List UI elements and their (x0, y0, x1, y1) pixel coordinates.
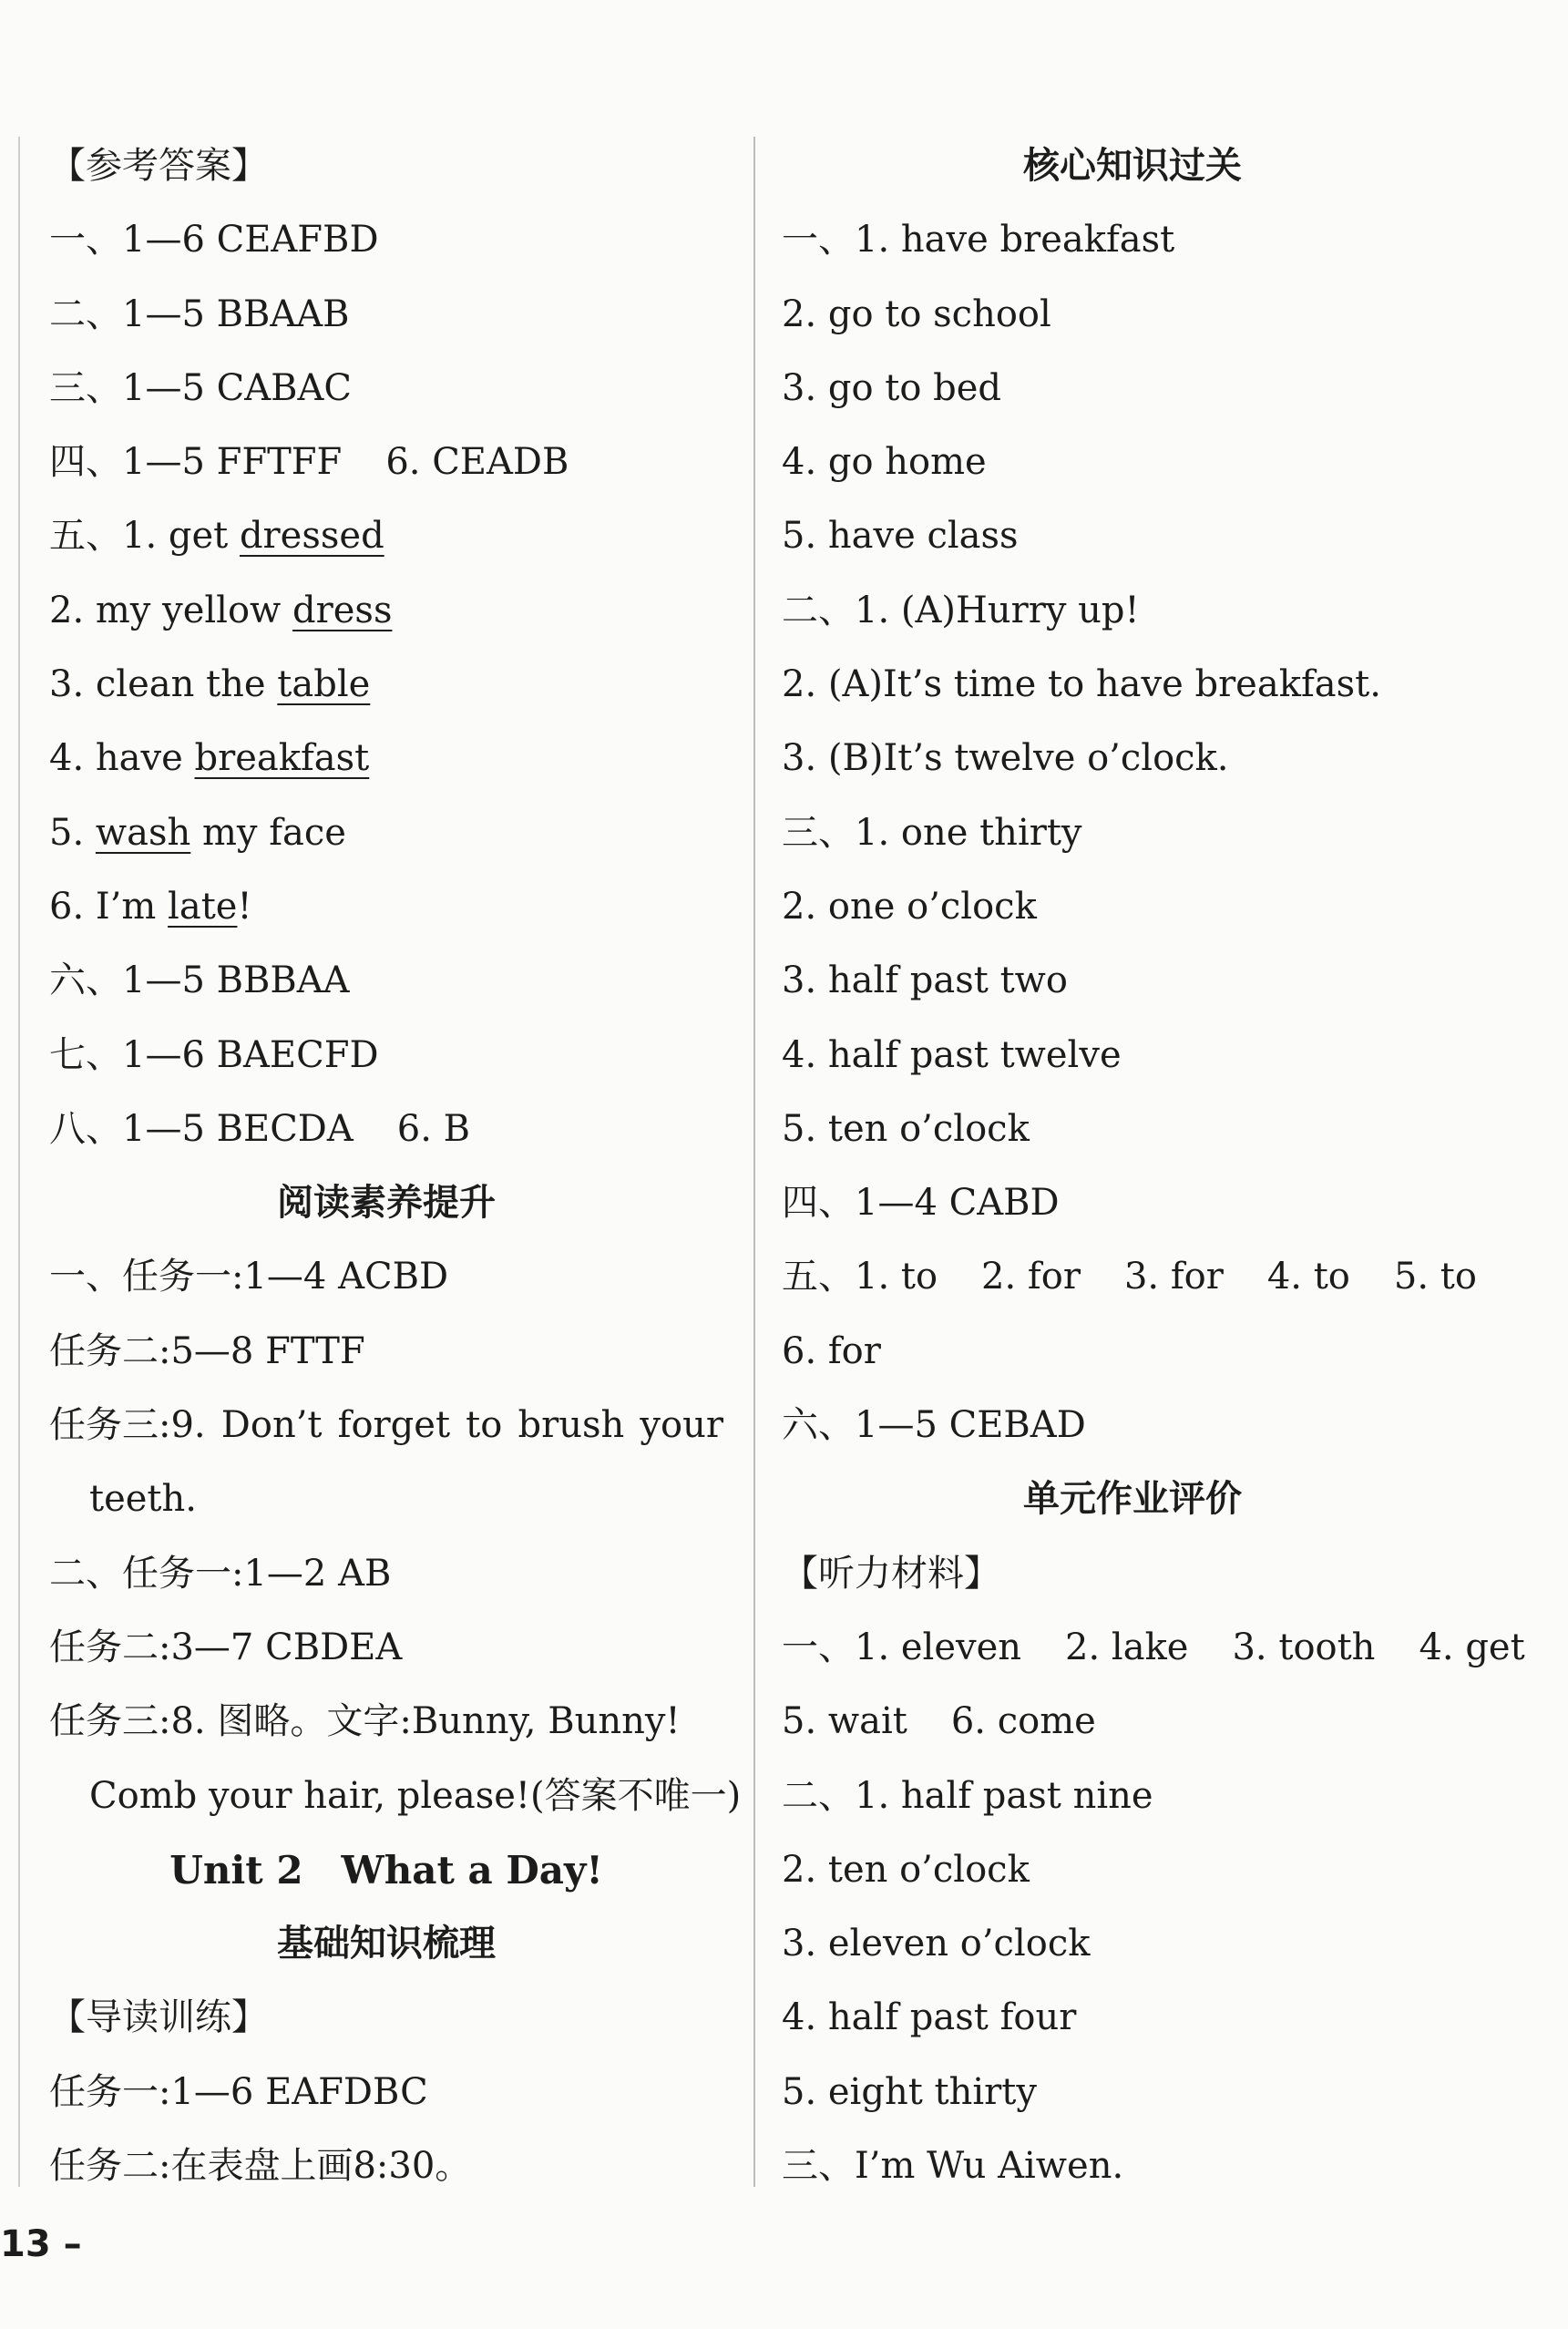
answer-line: 6. for (782, 1329, 881, 1372)
answer-line: 4. half past twelve (782, 1033, 1122, 1076)
answer-part: 4. to (1266, 1256, 1350, 1298)
answer-part: 3. clean the (49, 663, 278, 706)
answer-line: teeth. (89, 1478, 197, 1521)
word: 任务三:9. (49, 1404, 206, 1447)
answer-line: 任务一:1—6 EAFDBC (49, 2070, 428, 2113)
unit-title: Unit 2 What a Day! (169, 1847, 603, 1893)
answer-line (782, 1611, 1525, 1685)
answer-line: 3. go to bed (782, 366, 1002, 409)
answer-line (49, 870, 723, 944)
answer-line: 3. eleven o’clock (782, 1923, 1091, 1965)
answer-line: 二、1—5 BBAAB (49, 292, 350, 335)
underlined-word: late (168, 885, 238, 928)
answer-part: 2. for (981, 1256, 1081, 1298)
underlined-word: wash (95, 811, 191, 854)
answer-line: 2. one o’clock (782, 885, 1037, 928)
answer-part: ! (237, 885, 252, 928)
answer-line (49, 426, 723, 499)
answer-part: 4. get (1419, 1626, 1525, 1668)
underlined-word: breakfast (194, 737, 370, 780)
word: to (466, 1404, 503, 1447)
answer-line: 4. half past four (782, 1996, 1077, 2039)
page-number: 13 – (0, 2223, 82, 2265)
answer-line: 二、1. (A)Hurry up! (782, 589, 1140, 631)
section-heading-basics: 基础知识梳理 (277, 1923, 496, 1965)
answer-part: 2. my yellow (49, 589, 293, 631)
answer-line: 5. ten o’clock (782, 1107, 1030, 1150)
answer-line (49, 499, 723, 573)
answer-part: 2. lake (1065, 1626, 1189, 1668)
answer-part: 八、1—5 BECDA (49, 1107, 354, 1150)
answer-line: 二、任务一:1—2 AB (49, 1552, 392, 1595)
section-heading-reading: 阅读素养提升 (277, 1182, 496, 1225)
reference-answer-heading: 【参考答案】 (49, 145, 268, 187)
answer-line: 2. ten o’clock (782, 1848, 1030, 1891)
answer-line: 4. go home (782, 441, 987, 484)
answer-line: 三、1. one thirty (782, 811, 1082, 854)
answer-line: 二、1. half past nine (782, 1774, 1153, 1817)
left-column (49, 129, 742, 2203)
answer-part: 6. B (396, 1107, 471, 1150)
word: Don’t (220, 1404, 323, 1447)
listening-material-heading: 【听力材料】 (782, 1552, 1000, 1595)
answer-line: 七、1—6 BAECFD (49, 1033, 379, 1076)
answer-line: Comb your hair, please!(答案不唯一) (89, 1774, 742, 1817)
answer-line: 一、1. have breakfast (782, 219, 1175, 262)
answer-line: 5. have class (782, 515, 1019, 558)
section-heading-core: 核心知识过关 (1023, 145, 1242, 187)
answer-part: 6. come (950, 1700, 1096, 1743)
answer-line: 2. go to school (782, 292, 1051, 335)
answer-line-justified (49, 1389, 723, 1462)
answer-part: 3. tooth (1232, 1626, 1376, 1668)
answer-line: 三、I’m Wu Aiwen. (782, 2145, 1124, 2188)
answer-line: 六、1—5 BBBAA (49, 959, 350, 1002)
answer-part: 6. I’m (49, 885, 169, 928)
underlined-word: table (277, 663, 371, 706)
answer-line: 2. (A)It’s time to have breakfast. (782, 663, 1381, 706)
answer-part: 6. CEADB (385, 441, 569, 484)
answer-part: 5. to (1393, 1256, 1477, 1298)
section-heading-unit-assessment: 单元作业评价 (1023, 1478, 1242, 1521)
answer-line: 六、1—5 CEBAD (782, 1404, 1086, 1447)
answer-line: 3. half past two (782, 959, 1068, 1002)
answer-line: 任务二:3—7 CBDEA (49, 1626, 403, 1668)
answer-line: 三、1—5 CABAC (49, 366, 352, 409)
answer-line (49, 1093, 723, 1166)
answer-line (49, 648, 723, 722)
answer-part: 5. wait (782, 1700, 907, 1743)
right-column (782, 129, 1525, 2203)
answer-part: 一、1. eleven (782, 1626, 1022, 1668)
word: brush (518, 1404, 625, 1447)
left-margin-rule (18, 137, 20, 2187)
answer-line: 任务二:在表盘上画8:30。 (49, 2145, 472, 2188)
word: your (640, 1404, 723, 1447)
answer-line (782, 1240, 1483, 1314)
answer-line: 任务三:8. 图略。文字:Bunny, Bunny! (49, 1700, 681, 1743)
answer-part: 四、1—5 FFTFF (49, 441, 343, 484)
answer-line: 一、任务一:1—4 ACBD (49, 1256, 449, 1298)
answer-line (49, 722, 723, 795)
answer-line (49, 796, 723, 870)
column-divider (753, 137, 755, 2187)
answer-line (49, 574, 723, 648)
answer-part: 4. have (49, 737, 195, 780)
word: forget (337, 1404, 451, 1447)
answer-line: 一、1—6 CEAFBD (49, 219, 379, 262)
answer-line: 四、1—4 CABD (782, 1182, 1060, 1225)
answer-part: 5. (49, 811, 96, 854)
answer-line: 任务二:5—8 FTTF (49, 1329, 365, 1372)
answer-part: 五、1. get (49, 515, 240, 558)
answer-part: my face (190, 811, 346, 854)
answer-line (782, 1685, 1483, 1759)
underlined-word: dressed (239, 515, 384, 558)
underlined-word: dress (292, 589, 393, 631)
answer-line: 5. eight thirty (782, 2070, 1037, 2113)
answer-line: 3. (B)It’s twelve o’clock. (782, 737, 1229, 780)
answer-line: 【导读训练】 (49, 1996, 268, 2039)
answer-part: 3. for (1123, 1256, 1224, 1298)
answer-part: 五、1. to (782, 1256, 938, 1298)
